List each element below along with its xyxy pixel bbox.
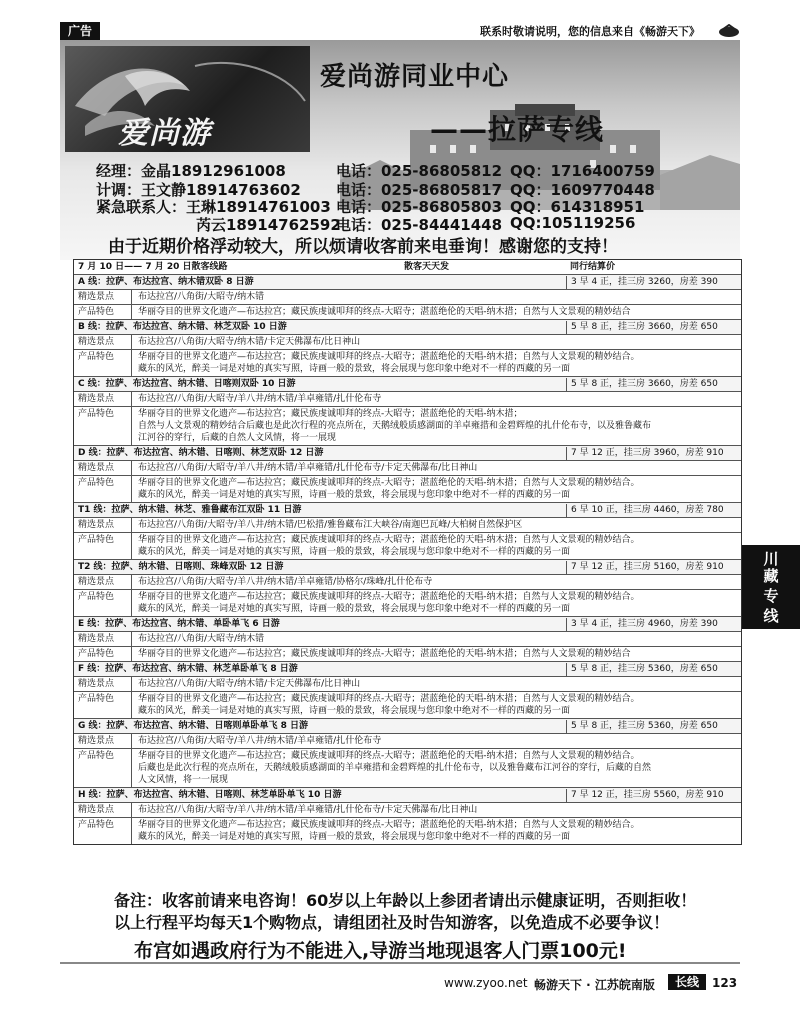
feature-line: 华丽夺目的世界文化遗产—布达拉宫；藏民族虔诚叩拜的终点-大昭寺；湛蓝绝伦的天唱-纳木措；自然与人文景观的精妙结合。 (138, 820, 640, 830)
publication-name: 畅游天下 · 江苏皖南版 (534, 978, 655, 992)
route-feature-row (74, 476, 741, 503)
feature-line: 华丽夺目的世界文化遗产—布达拉宫；藏民族虔诚叩拜的终点-大昭寺；湛蓝绝伦的天唱-纳木措； (138, 409, 523, 419)
feature-label: 产品特色 (74, 749, 132, 787)
price-notice: 由于近期价格浮动较大，所以烦请收客前来电垂询！感谢您的支持！ (108, 237, 618, 257)
route-title: T2 线：拉萨、纳木错、日喀则、珠峰双卧 12 日游 (78, 562, 284, 572)
feature-label: 产品特色 (74, 407, 132, 445)
spots-label: 精选景点 (74, 290, 132, 304)
route-spots-row (74, 803, 741, 818)
feature-line: 华丽夺目的世界文化遗产—布达拉宫；藏民族虔诚叩拜的终点-大昭寺；湛蓝绝伦的天唱-纳木措；自然与人文景观的精妙结合。 (138, 478, 640, 488)
header-depart: 散客天天发 (404, 262, 450, 272)
remark-shopping: 以上行程平均每天1个购物点，请组团社及时告知游客，以免造成不必要争议！ (114, 913, 670, 932)
spots-label: 精选景点 (74, 575, 132, 589)
feature-label: 产品特色 (74, 350, 132, 376)
side-tab-char: 线 (763, 607, 779, 625)
route-price: 5 早 8 正，挂三房 3660，房差 650 (566, 321, 718, 334)
agency-title: 爱尚游同业中心 (320, 62, 510, 92)
logo-text: 爱尚游 (118, 116, 211, 151)
spots-label: 精选景点 (74, 335, 132, 349)
spots-label: 精选景点 (74, 734, 132, 748)
route-feature-row (74, 350, 741, 377)
route-spots-row (74, 461, 741, 476)
side-tab-char: 专 (763, 587, 779, 605)
route-line-header (74, 560, 741, 575)
spots-value: 布达拉宫/八角街/大昭寺/纳木错/卡定天佛瀑布/比日神山 (138, 679, 361, 689)
route-spots-row (74, 335, 741, 350)
remark-refund: 布宫如遇政府行为不能进入,导游当地现退客人门票100元! (134, 940, 627, 962)
feature-label: 产品特色 (74, 647, 132, 661)
section-badge: 长线 (668, 974, 706, 990)
side-section-tab (742, 545, 800, 629)
source-note: 联系时敬请说明，您的信息来自《畅游天下》 (480, 25, 700, 38)
contact-phone: 电话：025-84441448 (336, 216, 503, 234)
contact-qq: QQ：614318951 (510, 198, 645, 216)
footer-divider (60, 962, 740, 964)
route-line-header (74, 788, 741, 803)
route-title: G 线：拉萨、布达拉宫、纳木错、日喀则单卧单飞 8 日游 (78, 721, 309, 731)
contact-qq: QQ:105119256 (510, 214, 636, 232)
spots-value: 布达拉宫/八角街/大昭寺/羊八井/纳木错/羊卓雍错/协格尔/珠峰/扎什伦布寺 (138, 577, 433, 587)
route-line-header (74, 503, 741, 518)
route-feature-row (74, 305, 741, 320)
route-line-header (74, 320, 741, 335)
spots-label: 精选景点 (74, 518, 132, 532)
route-line-header (74, 275, 741, 290)
route-title: A 线：拉萨、布达拉宫、纳木错双卧 8 日游 (78, 277, 254, 287)
spots-value: 布达拉宫/八角街/大昭寺/羊八井/纳木错/巴松措/雅鲁藏布江大峡谷/南迦巴瓦峰/大柏树自然保护区 (138, 520, 523, 530)
feature-label: 产品特色 (74, 305, 132, 319)
route-price: 5 早 8 正，挂三房 3660，房差 650 (566, 378, 718, 391)
route-price: 7 早 12 正，挂三房 3960，房差 910 (566, 447, 724, 460)
feature-line: 藏东的风光，醉美一词是对她的真实写照，诗画一般的景致，将会展现与您印象中绝对不一样的西藏的另一面 (138, 604, 571, 614)
route-feature-row (74, 590, 741, 617)
feature-line: 藏东的风光，醉美一词是对她的真实写照，诗画一般的景致，将会展现与您印象中绝对不一样的西藏的另一面 (138, 364, 571, 374)
feature-line: 后藏也是此次行程的亮点所在，天鹅绒般质感湖面的羊卓雍措和金碧辉煌的扎什伦布寺，以及雅鲁藏布江河谷的穿行，后藏的自然 (138, 763, 652, 773)
side-tab-char: 藏 (763, 567, 779, 585)
contact-phone: 电话：025-86805803 (336, 198, 503, 216)
side-tab-char: 川 (763, 550, 779, 568)
feature-line: 江河谷的穿行，后藏的自然人文风情，将一一展现 (138, 433, 337, 443)
feature-line: 藏东的风光，醉美一词是对她的真实写照，诗画一般的景致，将会展现与您印象中绝对不一样的西藏的另一面 (138, 490, 571, 500)
contact-phone: 电话：025-86805817 (336, 181, 503, 199)
publication-logo-icon (718, 24, 740, 38)
feature-line: 华丽夺目的世界文化遗产—布达拉宫；藏民族虔诚叩拜的终点-大昭寺；湛蓝绝伦的天唱-纳木措；自然与人文景观的精妙结合。 (138, 751, 640, 761)
route-title: D 线：拉萨、布达拉宫、纳木错、日喀则、林芝双卧 12 日游 (78, 448, 324, 458)
spots-label: 精选景点 (74, 461, 132, 475)
route-spots-row (74, 734, 741, 749)
route-title: ——拉萨专线 (430, 113, 605, 146)
feature-line: 华丽夺目的世界文化遗产—布达拉宫；藏民族虔诚叩拜的终点-大昭寺；湛蓝绝伦的天唱-纳木措；自然与人文景观的精妙结合 (138, 649, 631, 659)
route-line-header (74, 377, 741, 392)
route-title: H 线：拉萨、布达拉宫、纳木错、日喀则、林芝单卧单飞 10 日游 (78, 790, 342, 800)
route-price: 5 早 8 正，挂三房 5360，房差 650 (566, 663, 718, 676)
feature-line: 自然与人文景观的精妙结合后藏也是此次行程的亮点所在，天鹅绒般质感湖面的羊卓雍措和金碧辉煌的扎什伦布寺，以及雅鲁藏布 (138, 421, 652, 431)
spots-label: 精选景点 (74, 392, 132, 406)
ad-tag: 广告 (60, 22, 100, 40)
feature-line: 华丽夺目的世界文化遗产—布达拉宫；藏民族虔诚叩拜的终点-大昭寺；湛蓝绝伦的天唱-纳木措；自然与人文景观的精妙结合。 (138, 592, 640, 602)
route-price: 7 早 12 正，挂三房 5560，房差 910 (566, 789, 724, 802)
spots-label: 精选景点 (74, 632, 132, 646)
route-price: 5 早 8 正，挂三房 5360，房差 650 (566, 720, 718, 733)
route-title: F 线：拉萨、布达拉宫、纳木错、林芝单卧单飞 8 日游 (78, 664, 298, 674)
feature-line: 华丽夺目的世界文化遗产—布达拉宫；藏民族虔诚叩拜的终点-大昭寺；湛蓝绝伦的天唱-纳木措；自然与人文景观的精妙结合。 (138, 694, 640, 704)
route-title: T1 线：拉萨、纳木错、林芝、雅鲁藏布江双卧 11 日游 (78, 505, 302, 515)
feature-line: 藏东的风光，醉美一词是对她的真实写照，诗画一般的景致，将会展现与您印象中绝对不一样的西藏的另一面 (138, 547, 571, 557)
route-feature-row (74, 818, 741, 844)
site-url[interactable]: www.zyoo.net (444, 976, 528, 990)
spots-value: 布达拉宫/八角街/大昭寺/纳木错/卡定天佛瀑布/比日神山 (138, 337, 361, 347)
route-feature-row (74, 749, 741, 788)
route-line-header (74, 719, 741, 734)
route-price: 6 早 10 正，挂三房 4460，房差 780 (566, 504, 724, 517)
route-spots-row (74, 392, 741, 407)
route-feature-row (74, 407, 741, 446)
table-header (74, 260, 741, 275)
feature-line: 人文风情，将一一展现 (138, 775, 229, 785)
route-line-header (74, 662, 741, 677)
contact-qq: QQ：1609770448 (510, 181, 655, 199)
feature-line: 藏东的风光，醉美一词是对她的真实写照，诗画一般的景致，将会展现与您印象中绝对不一样的西藏的另一面 (138, 832, 571, 842)
feature-line: 华丽夺目的世界文化遗产—布达拉宫；藏民族虔诚叩拜的终点-大昭寺；湛蓝绝伦的天唱-纳木措；自然与人文景观的精妙结合。 (138, 352, 640, 362)
spots-value: 布达拉宫/八角街/大昭寺/羊八井/纳木错/羊卓雍错/扎什伦布寺 (138, 394, 382, 404)
spots-label: 精选景点 (74, 803, 132, 817)
remark-health: 备注：收客前请来电咨询！60岁以上年龄以上参团者请出示健康证明，否则拒收！ (114, 891, 697, 910)
spots-value: 布达拉宫/八角街/大昭寺/羊八井/纳木错/羊卓雍错/扎什伦布寺/卡定天佛瀑布/比日神山 (138, 805, 478, 815)
route-spots-row (74, 290, 741, 305)
contact-phone: 电话：025-86805812 (336, 162, 503, 180)
route-feature-row (74, 692, 741, 719)
spots-value: 布达拉宫/八角街/大昭寺/纳木错 (138, 292, 265, 302)
contact-role: 经理：金晶18912961008 (96, 162, 286, 180)
header-route: 7 月 10 日—— 7 月 20 日散客线路 (78, 262, 228, 272)
route-price: 3 早 4 正，挂三房 3260，房差 390 (566, 276, 718, 289)
feature-line: 藏东的风光，醉美一词是对她的真实写照，诗画一般的景致，将会展现与您印象中绝对不一样的西藏的另一面 (138, 706, 571, 716)
feature-label: 产品特色 (74, 590, 132, 616)
feature-label: 产品特色 (74, 476, 132, 502)
route-title: C 线：拉萨、布达拉宫、纳木错、日喀则双卧 10 日游 (78, 379, 296, 389)
spots-value: 布达拉宫/八角街/大昭寺/羊八井/纳木错/羊卓雍错/扎什伦布寺/卡定天佛瀑布/比日神山 (138, 463, 478, 473)
route-feature-row (74, 533, 741, 560)
spots-value: 布达拉宫/八角街/大昭寺/羊八井/纳木错/羊卓雍错/扎什伦布寺 (138, 736, 382, 746)
route-line-header (74, 617, 741, 632)
route-line-header (74, 446, 741, 461)
route-price: 3 早 4 正，挂三房 4960，房差 390 (566, 618, 718, 631)
spots-label: 精选景点 (74, 677, 132, 691)
feature-line: 华丽夺目的世界文化遗产—布达拉宫；藏民族虔诚叩拜的终点-大昭寺；湛蓝绝伦的天唱-纳木措；自然与人文景观的精妙结合。 (138, 535, 640, 545)
route-spots-row (74, 575, 741, 590)
route-title: B 线：拉萨、布达拉宫、纳木错、林芝双卧 10 日游 (78, 322, 287, 332)
contact-role: 芮云18914762592 (196, 216, 341, 234)
header-price: 同行结算价 (570, 262, 616, 272)
spots-value: 布达拉宫/八角街/大昭寺/纳木错 (138, 634, 265, 644)
route-price: 7 早 12 正，挂三房 5160，房差 910 (566, 561, 724, 574)
route-spots-row (74, 677, 741, 692)
route-table (73, 259, 742, 845)
contact-role: 计调：王文静18914763602 (96, 181, 301, 199)
route-spots-row (74, 632, 741, 647)
route-spots-row (74, 518, 741, 533)
route-title: E 线：拉萨、布达拉宫、纳木错、单卧单飞 6 日游 (78, 619, 280, 629)
feature-label: 产品特色 (74, 533, 132, 559)
feature-line: 华丽夺目的世界文化遗产—布达拉宫；藏民族虔诚叩拜的终点-大昭寺；湛蓝绝伦的天唱-纳木措；自然与人文景观的精妙结合 (138, 307, 631, 317)
route-feature-row (74, 647, 741, 662)
page-number: 123 (712, 976, 738, 990)
contact-qq: QQ：1716400759 (510, 162, 655, 180)
feature-label: 产品特色 (74, 818, 132, 844)
contact-role: 紧急联系人：王琳18914761003 (96, 198, 331, 216)
feature-label: 产品特色 (74, 692, 132, 718)
